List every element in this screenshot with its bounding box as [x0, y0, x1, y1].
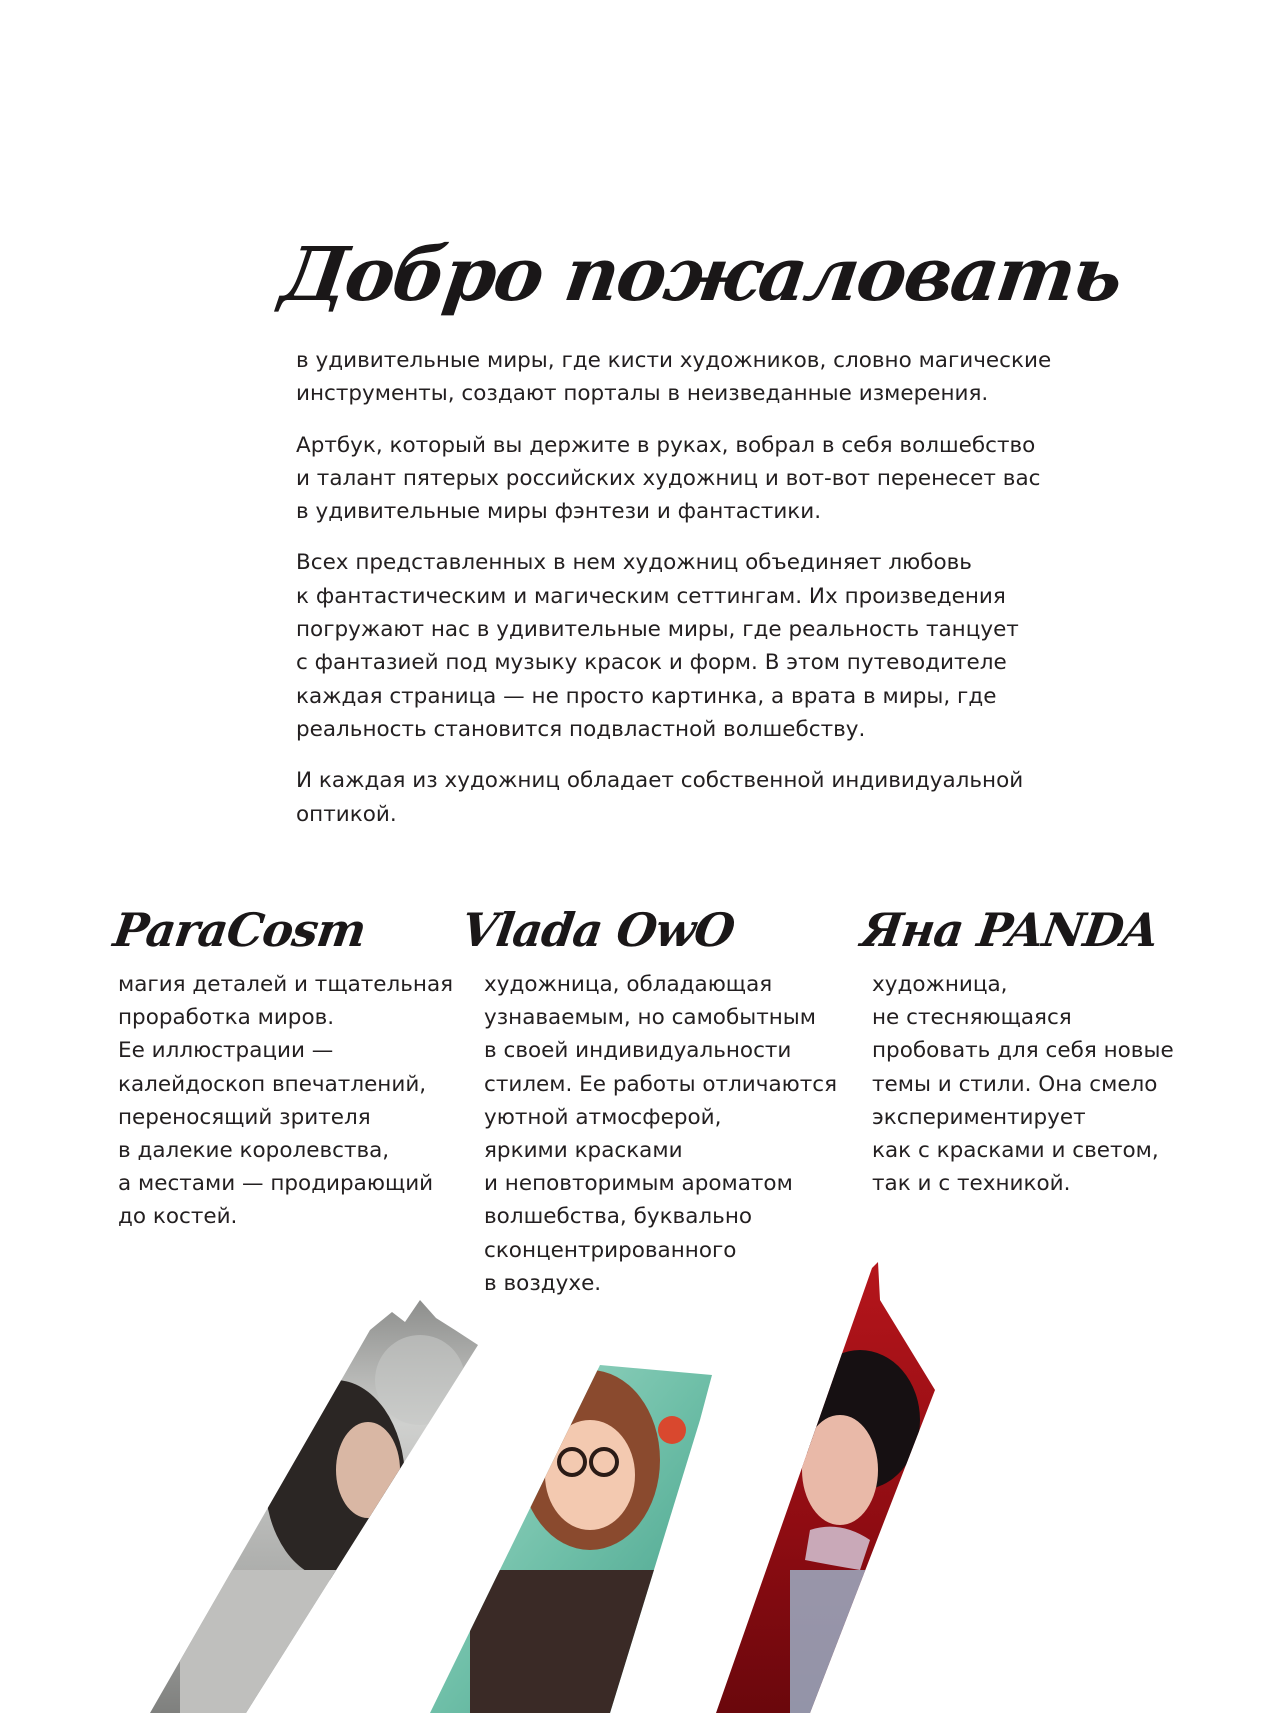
- artist-name: ParaCosm: [110, 903, 369, 957]
- artist-description: художница, обладающая узнаваемым, но самобытным в своей индивидуальности стилем. Ее работы отличаются уютной атмосферой, яркими красками и неповторимым ароматом волшебства, буквально сконцентрированного в воздухе.: [484, 972, 838, 1296]
- intro-paragraph: Артбук, который вы держите в руках, вобрал в себя волшебство и талант пятерых российских художниц и вот-вот перенесет вас в удивительные миры фэнтези и фантастики.: [296, 432, 1041, 525]
- yana-artwork: [716, 1262, 940, 1713]
- portrait-face: [336, 1422, 400, 1518]
- intro-paragraph: И каждая из художниц обладает собственной индивидуальной оптикой.: [296, 768, 1024, 827]
- artist-name: Vlada OwO: [458, 903, 738, 957]
- blue-ornament: [400, 1510, 430, 1530]
- intro-paragraph: в удивительные миры, где кисти художников, словно магические инструменты, создают порталы в неизведанные измерения.: [296, 348, 1052, 407]
- portrait-shirt: [470, 1570, 670, 1713]
- paracosm-artwork: [150, 1300, 478, 1713]
- artist-description: магия деталей и тщательная проработка миров. Ее иллюстрации — калейдоскоп впечатлений, переносящий зрителя в далекие королевства, а местами — продирающий до костей.: [118, 972, 454, 1230]
- artist-name: Яна PANDA: [858, 903, 1162, 957]
- portrait-face: [802, 1415, 878, 1525]
- vlada-artwork: [430, 1365, 712, 1713]
- portrait-face: [545, 1420, 635, 1530]
- moon-shape: [375, 1335, 465, 1425]
- rose-flower: [658, 1416, 686, 1444]
- portrait-cloth: [180, 1570, 440, 1713]
- artist-description: художница, не стесняющаяся пробовать для себя новые темы и стили. Она смело экспериментирует как с красками и светом, так и с техникой.: [872, 972, 1174, 1197]
- page-title: Добро пожаловать: [275, 232, 1127, 318]
- portrait-shoulder: [790, 1570, 940, 1713]
- intro-paragraph: Всех представленных в нем художниц объединяет любовь к фантастическим и магическим сеттингам. Их произведения погружают нас в удивительные миры, где реальность танцует с фантазией под музыку красок и форм. В этом путеводителе каждая страница — не просто картинка, а врата в миры, где реальность становится подвластной волшебству.: [296, 550, 1019, 742]
